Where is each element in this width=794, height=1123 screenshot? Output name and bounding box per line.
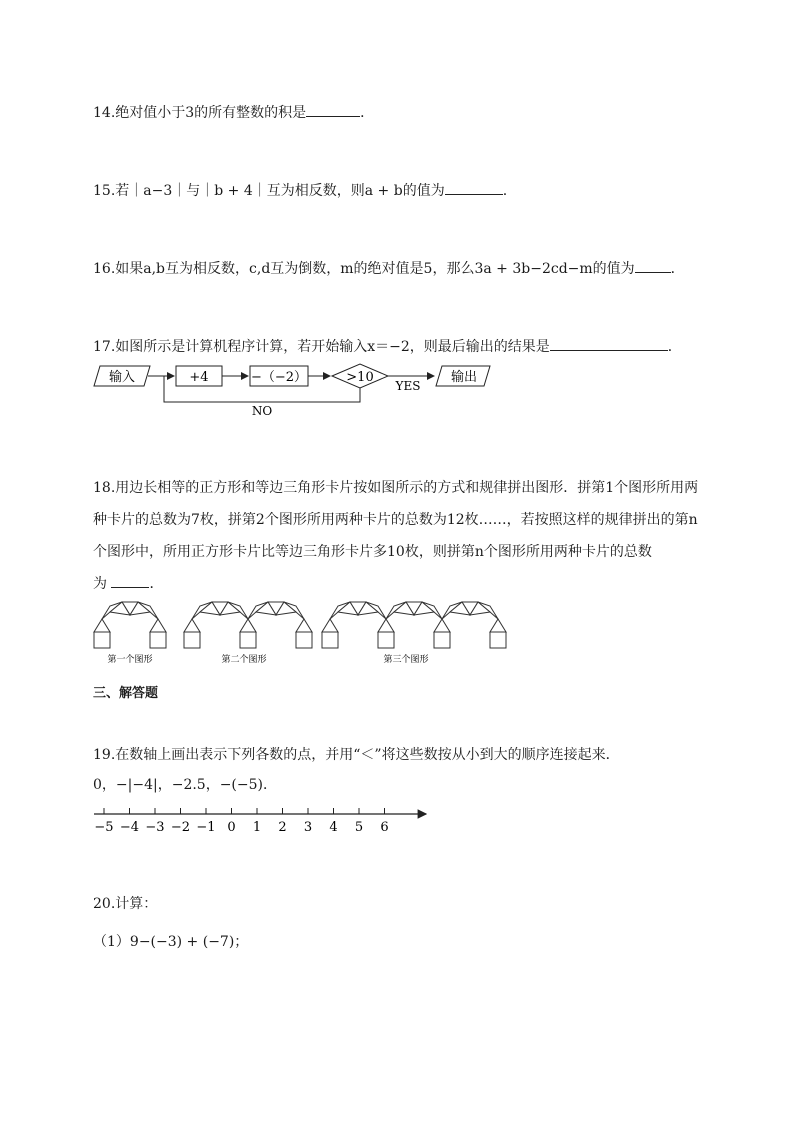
square-tile [240, 632, 256, 648]
section-heading: 三、解答题 [93, 686, 159, 701]
question-14-end: ． [360, 105, 375, 121]
subtract-label: −（−2） [250, 370, 308, 385]
square-tile [184, 632, 200, 648]
answer-blank [306, 102, 360, 117]
tick-label: −3 [145, 820, 165, 835]
tile-pattern-figure [90, 600, 510, 670]
program-flowchart [90, 362, 510, 422]
square-tile [94, 632, 110, 648]
question-14 [93, 102, 374, 123]
input-label: 输入 [108, 370, 136, 385]
question-18-line-2: 种卡片的总数为7枚，拼第2个图形所用两种卡片的总数为12枚……，若按照这样的规律拼出的第n [93, 512, 698, 528]
tick-label: 4 [329, 820, 338, 835]
question-20-part-1: （1）9−(−3) + (−7)； [93, 934, 249, 950]
figure-1-caption: 第一个图形 [107, 655, 153, 665]
question-18-end: ． [149, 576, 164, 592]
compare-label: >10 [346, 370, 374, 385]
tick-label: −1 [196, 820, 216, 835]
tick-label: 5 [354, 820, 364, 835]
triangle-tile [434, 619, 450, 632]
square-tile [378, 632, 394, 648]
tick-label: 1 [252, 820, 262, 835]
add-label: +4 [189, 370, 209, 385]
tick-label: −2 [170, 820, 191, 835]
yes-label: YES [395, 379, 421, 393]
tick-label: −5 [94, 820, 114, 835]
question-14-text: 14.绝对值小于3的所有整数的积是 [93, 105, 307, 121]
triangle-tile [322, 619, 338, 632]
answer-blank [635, 258, 671, 273]
question-16-text: 16.如果a,b互为相反数，c,d互为倒数，m的绝对值是5，那么3a + 3b−2cd−m的值为 [93, 261, 635, 277]
tick-label: 6 [380, 820, 389, 835]
square-tile [490, 632, 506, 648]
triangle-tile [94, 619, 110, 632]
question-18-line-3: 个图形中，所用正方形卡片比等边三角形卡片多10枚，则拼第n个图形所用两种卡片的总数 [93, 544, 652, 560]
question-16 [93, 258, 685, 279]
number-line [90, 800, 440, 840]
no-label: NO [251, 404, 273, 418]
tick-label: −4 [119, 820, 140, 835]
tick-label: 3 [303, 820, 313, 835]
question-18 [93, 472, 703, 600]
question-19-numbers: 0，−|−4|，−2.5，−(−5)． [93, 777, 277, 793]
triangle-tile [490, 619, 506, 632]
triangle-tile [296, 619, 312, 632]
question-16-end: ． [670, 261, 685, 277]
question-17-text: 17.如图所示是计算机程序计算，若开始输入x＝−2，则最后输出的结果是 [93, 339, 550, 355]
figure-2-caption: 第二个图形 [221, 655, 267, 665]
answer-blank [445, 180, 503, 195]
answer-blank [111, 573, 149, 588]
triangle-tile [150, 619, 166, 632]
square-tile [322, 632, 338, 648]
question-17 [93, 336, 682, 357]
question-18-line-4 [93, 568, 703, 600]
square-tile [434, 632, 450, 648]
question-20: 20.计算： [93, 896, 158, 912]
question-15-end: . [502, 183, 508, 199]
question-18-line-1: 18.用边长相等的正方形和等边三角形卡片按如图所示的方式和规律拼出图形．拼第1个图形所用两 [93, 480, 699, 496]
figure-3-caption: 第三个图形 [383, 655, 429, 665]
output-label: 输出 [450, 370, 478, 385]
tick-label: 0 [227, 820, 236, 835]
question-18-prefix: 为 [93, 576, 107, 592]
question-15 [93, 180, 507, 201]
square-tile [296, 632, 312, 648]
answer-blank [550, 336, 668, 351]
triangle-tile [378, 619, 394, 632]
question-17-end: ． [667, 339, 682, 355]
square-tile [150, 632, 166, 648]
question-15-text: 15.若｜a−3｜与｜b + 4｜互为相反数，则a + b的值为 [93, 183, 445, 199]
triangle-tile [184, 619, 200, 632]
triangle-tile [240, 619, 256, 632]
question-19: 19.在数轴上画出表示下列各数的点，并用“＜”将这些数按从小到大的顺序连接起来． [93, 747, 620, 763]
tick-label: 2 [278, 820, 287, 835]
